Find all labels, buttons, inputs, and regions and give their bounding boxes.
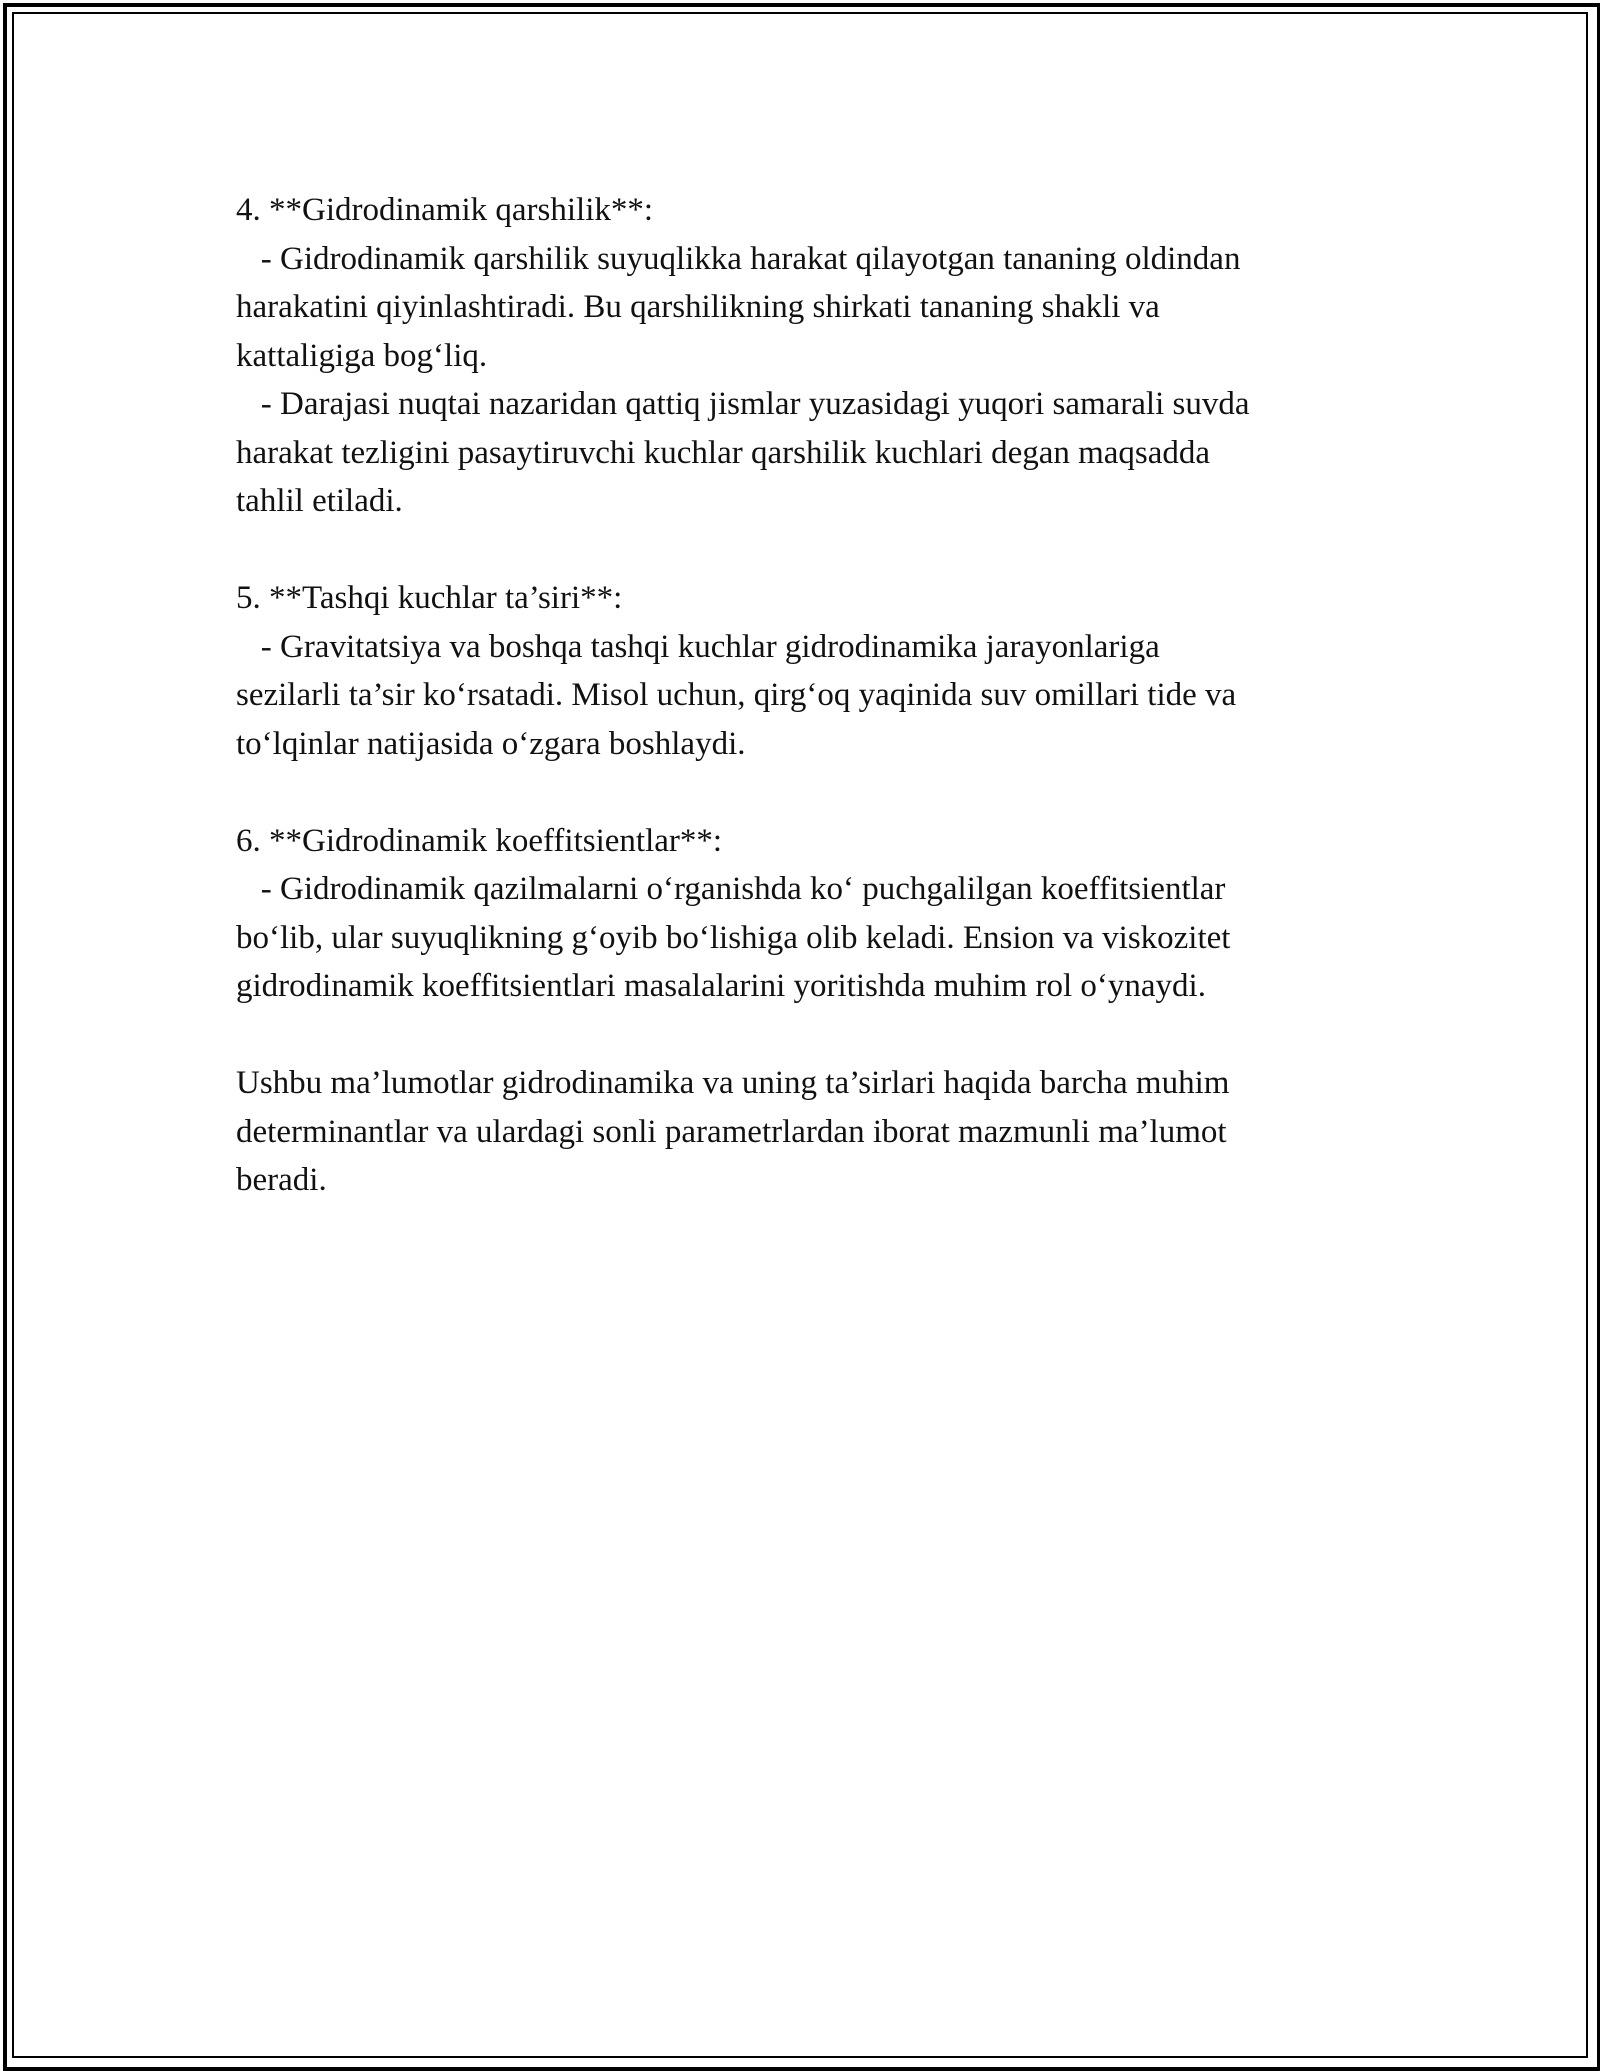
paragraph-line: bo‘lib, ular suyuqlikning g‘oyib bo‘lishiga olib keladi. Ension va viskozitet: [236, 919, 1231, 956]
paragraph-line: - Darajasi nuqtai nazaridan qattiq jismlar yuzasidagi yuqori samarali suvda: [236, 386, 1250, 422]
section-conclusion: [236, 1059, 1386, 1205]
paragraph-line: - Gravitatsiya va boshqa tashqi kuchlar gidrodinamika jarayonlariga: [236, 628, 1160, 665]
section-heading: 6. **Gidrodinamik koeffitsientlar**:: [236, 822, 723, 859]
paragraph-line: beradi.: [236, 1162, 327, 1198]
paragraph-line: sezilarli ta’sir ko‘rsatadi. Misol uchun, qirg‘oq yaqinida suv omillari tide va: [236, 677, 1237, 713]
paragraph-line: - Gidrodinamik qarshilik suyuqlikka harakat qilayotgan tananing oldindan: [236, 240, 1241, 277]
paragraph-line: harakatini qiyinlashtiradi. Bu qarshilikning shirkati tananing shakli va: [236, 289, 1160, 325]
section-hydrodynamic-resistance: [236, 186, 1386, 526]
section-heading: 4. **Gidrodinamik qarshilik**:: [236, 192, 654, 228]
section-external-forces: [236, 574, 1386, 768]
document-body: [236, 186, 1386, 1253]
paragraph-line: determinantlar va ulardagi sonli parametrlardan iborat mazmunli ma’lumot: [236, 1113, 1227, 1150]
paragraph-line: harakat tezligini pasaytiruvchi kuchlar qarshilik kuchlari degan maqsadda: [236, 434, 1211, 471]
paragraph-line: - Gidrodinamik qazilmalarni o‘rganishda ko‘ puchgalilgan koeffitsientlar: [236, 871, 1226, 907]
paragraph-line: kattaligiga bog‘liq.: [236, 337, 488, 374]
paragraph-line: tahlil etiladi.: [236, 483, 403, 519]
paragraph-line: to‘lqinlar natijasida o‘zgara boshlaydi.: [236, 725, 746, 762]
section-hydrodynamic-coefficients: [236, 817, 1386, 1011]
paragraph-line: gidrodinamik koeffitsientlari masalalarini yoritishda muhim rol o‘ynaydi.: [236, 968, 1206, 1004]
section-heading: 5. **Tashqi kuchlar ta’siri**:: [236, 580, 623, 616]
paragraph-line: Ushbu ma’lumotlar gidrodinamika va uning ta’sirlari haqida barcha muhim: [236, 1065, 1230, 1101]
